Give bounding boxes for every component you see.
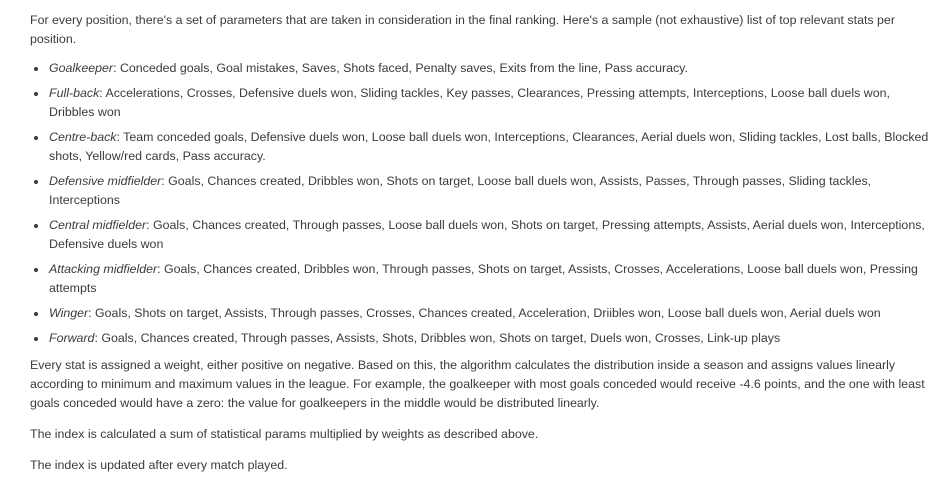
intro-paragraph: For every position, there's a set of parameters that are taken in consideration in the final ranking. Here's a sample (not exhaustive) list of top relevant stats per position.	[30, 13, 895, 46]
role-label: Central midfielder	[49, 218, 147, 232]
update-paragraph: The index is updated after every match played.	[30, 458, 288, 472]
role-stats: : Goals, Chances created, Dribbles won, Through passes, Shots on target, Assists, Crosses, Accelerations, Loose ball duels won, Pressing attempts	[49, 262, 918, 295]
article-body	[30, 11, 930, 487]
list-item-goalkeeper	[30, 59, 930, 78]
position-stats-list	[30, 59, 930, 348]
index-paragraph: The index is calculated a sum of statistical params multiplied by weights as described above.	[30, 427, 539, 441]
role-label: Forward	[49, 331, 95, 345]
role-label: Attacking midfielder	[49, 262, 158, 276]
weights-paragraph: Every stat is assigned a weight, either positive on negative. Based on this, the algorithm calculates the distribution inside a season and assigns values linearly according to minimum and maximum values in the league. For example, the goalkeeper with most goals conceded would receive -4.6 points, and the one with least goals conceded would have a zero: the value for goalkeepers in the middle would be distributed linearly.	[30, 358, 925, 410]
list-item-defensive-midfielder	[30, 172, 930, 210]
role-label: Full-back	[49, 86, 100, 100]
list-item-winger	[30, 304, 930, 323]
list-item-forward	[30, 329, 930, 348]
role-stats: : Accelerations, Crosses, Defensive duels won, Sliding tackles, Key passes, Clearances, Pressing attempts, Interceptions, Loose ball duels won, Dribbles won	[49, 86, 890, 119]
role-stats: : Goals, Chances created, Through passes, Assists, Shots, Dribbles won, Shots on target, Duels won, Crosses, Link-up plays	[94, 331, 781, 345]
list-item-full-back	[30, 84, 930, 122]
list-item-central-midfielder	[30, 216, 930, 254]
role-label: Defensive midfielder	[49, 174, 162, 188]
role-label: Goalkeeper	[49, 61, 114, 75]
list-item-centre-back	[30, 128, 930, 166]
list-item-attacking-midfielder	[30, 260, 930, 298]
role-label: Winger	[49, 306, 89, 320]
role-label: Centre-back	[49, 130, 117, 144]
role-stats: : Team conceded goals, Defensive duels won, Loose ball duels won, Interceptions, Clearances, Aerial duels won, Sliding tackles, Lost balls, Blocked shots, Yellow/red cards, Pass accuracy.	[49, 130, 929, 163]
role-stats: : Goals, Shots on target, Assists, Through passes, Crosses, Chances created, Acceleration, Driibles won, Loose ball duels won, Aerial duels won	[88, 306, 881, 320]
role-stats: : Goals, Chances created, Through passes, Loose ball duels won, Shots on target, Pressing attempts, Assists, Aerial duels won, Interceptions, Defensive duels won	[49, 218, 925, 251]
role-stats: : Conceded goals, Goal mistakes, Saves, Shots faced, Penalty saves, Exits from the line, Pass accuracy.	[113, 61, 688, 75]
role-stats: : Goals, Chances created, Dribbles won, Shots on target, Loose ball duels won, Assists, Passes, Through passes, Sliding tackles, Interceptions	[49, 174, 872, 207]
